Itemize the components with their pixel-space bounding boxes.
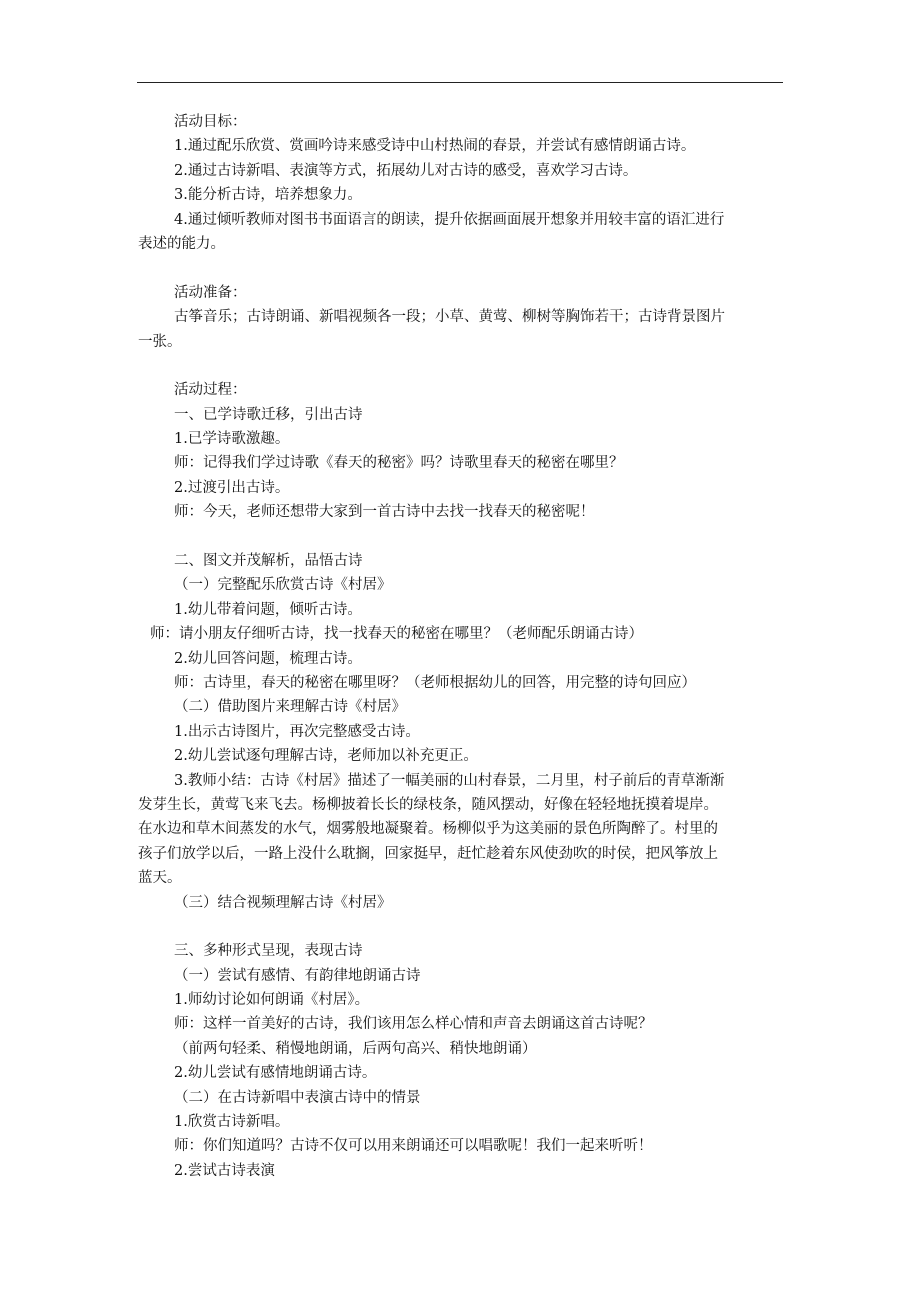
paragraph: 1.出示古诗图片，再次完整感受古诗。	[174, 723, 420, 740]
paragraph: （前两句轻柔、稍慢地朗诵，后两句高兴、稍快地朗诵）	[174, 1040, 537, 1057]
paragraph: 师：记得我们学过诗歌《春天的秘密》吗？诗歌里春天的秘密在哪里？	[174, 455, 624, 472]
prep-heading: 活动准备：	[174, 284, 247, 301]
paragraph: 1.欣赏古诗新唱。	[174, 1114, 290, 1131]
document-body	[138, 110, 783, 1183]
spacer	[138, 915, 783, 939]
goal-item: 1.通过配乐欣赏、赏画吟诗来感受诗中山村热闹的春景，并尝试有感情朗诵古诗。	[174, 138, 696, 155]
summary-paragraph-continuation: 在水边和草木间蒸发的水气，烟雾般地凝聚着。杨柳似乎为这美丽的景色所陶醉了。村里的	[138, 821, 718, 838]
goal-item: 4.通过倾听教师对图书书面语言的朗读，提升依据画面展开想象并用较丰富的语汇进行	[174, 211, 725, 228]
subsection-title: （一）完整配乐欣赏古诗《村居》	[174, 577, 392, 594]
prep-text: 古筝音乐；古诗朗诵、新唱视频各一段；小草、黄莺、柳树等胸饰若干；古诗背景图片	[174, 309, 725, 326]
goal-item: 2.通过古诗新唱、表演等方式，拓展幼儿对古诗的感受，喜欢学习古诗。	[174, 162, 638, 179]
summary-paragraph-continuation: 蓝天。	[138, 870, 182, 887]
subsection-title: （三）结合视频理解古诗《村居》	[174, 894, 392, 911]
subsection-title: （二）在古诗新唱中表演古诗中的情景	[174, 1089, 421, 1106]
process-heading: 活动过程：	[174, 382, 247, 399]
summary-paragraph: 3.教师小结：古诗《村居》描述了一幅美丽的山村春景，二月里，村子前后的青草渐渐	[174, 772, 725, 789]
goal-item: 3.能分析古诗，培养想象力。	[174, 187, 362, 204]
paragraph: 2.尝试古诗表演	[174, 1162, 275, 1179]
subsection-title: （一）尝试有感情、有韵律地朗诵古诗	[174, 967, 421, 984]
spacer	[138, 354, 783, 378]
paragraph: 师：今天，老师还想带大家到一首古诗中去找一找春天的秘密呢！	[174, 504, 595, 521]
paragraph: 1.幼儿带着问题，倾听古诗。	[174, 601, 362, 618]
paragraph: 2.过渡引出古诗。	[174, 479, 290, 496]
paragraph: 师：古诗里，春天的秘密在哪里呀？（老师根据幼儿的回答，用完整的诗句回应）	[174, 674, 696, 691]
section-title: 二、图文并茂解析，品悟古诗	[174, 553, 363, 570]
goal-item-continuation: 表述的能力。	[138, 235, 225, 252]
spacer	[138, 256, 783, 280]
paragraph: 师：这样一首美好的古诗，我们该用怎么样心情和声音去朗诵这首古诗呢？	[174, 1016, 653, 1033]
spacer	[138, 525, 783, 549]
paragraph: 2.幼儿尝试逐句理解古诗，老师加以补充更正。	[174, 748, 478, 765]
paragraph: 2.幼儿尝试有感情地朗诵古诗。	[174, 1065, 377, 1082]
section-title: 三、多种形式呈现，表现古诗	[174, 943, 363, 960]
paragraph: 2.幼儿回答问题，梳理古诗。	[174, 650, 362, 667]
paragraph: 师：你们知道吗？古诗不仅可以用来朗诵还可以唱歌呢！我们一起来听听！	[174, 1138, 653, 1155]
header-rule	[137, 82, 783, 83]
paragraph: 1.师幼讨论如何朗诵《村居》。	[174, 992, 370, 1009]
subsection-title: （二）借助图片来理解古诗《村居》	[174, 699, 406, 716]
summary-paragraph-continuation: 孩子们放学以后，一路上没什么耽搁，回家挺早，赶忙趁着东风使劲吹的时侯，把风筝放上	[138, 845, 718, 862]
prep-text-continuation: 一张。	[138, 333, 182, 350]
summary-paragraph-continuation: 发芽生长，黄莺飞来飞去。杨柳披着长长的绿枝条，随风摆动，好像在轻轻地抚摸着堤岸。	[138, 796, 718, 813]
goals-heading: 活动目标：	[174, 114, 247, 130]
section-title: 一、已学诗歌迁移，引出古诗	[174, 406, 363, 423]
paragraph: 1.已学诗歌激趣。	[174, 431, 290, 448]
paragraph: 师：请小朋友仔细听古诗，找一找春天的秘密在哪里？（老师配乐朗诵古诗）	[150, 626, 643, 643]
